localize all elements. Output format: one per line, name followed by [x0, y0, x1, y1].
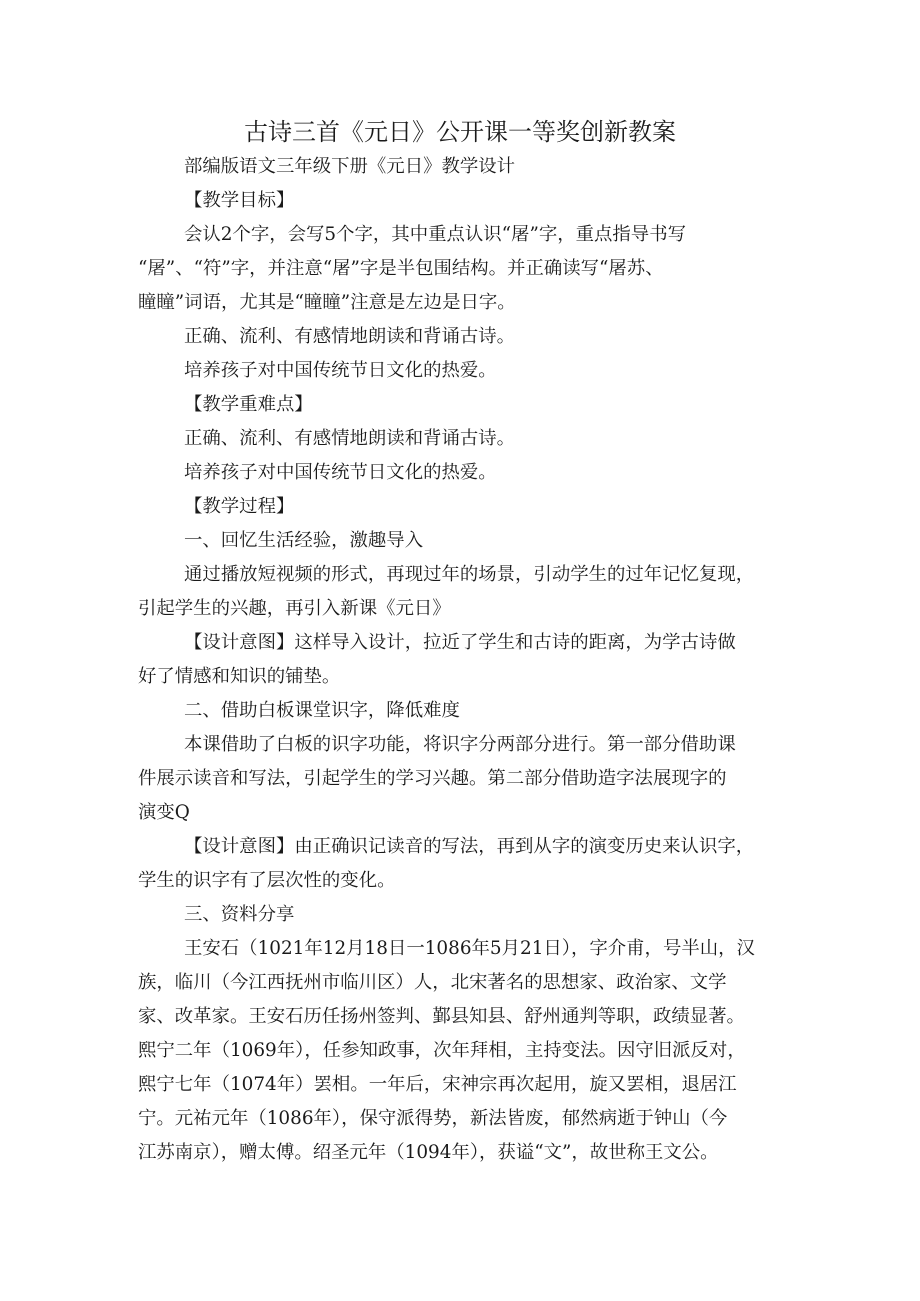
section-3-line: 王安石（1021年12月18日一1086年5月21日），字介甫，号半山，汉: [184, 938, 755, 959]
key-2-paragraph: [138, 456, 798, 490]
section-3-heading: [138, 898, 798, 932]
intent-2-paragraph: [138, 830, 798, 898]
process-heading-text: 【教学过程】: [184, 496, 295, 517]
section-3-line: 宁。元祐元年（1086年），保守派得势，新法皆废，郁然病逝于钟山（今: [138, 1108, 728, 1129]
goal-1-line: “屠”、“符”字，并注意“屠”字是半包围结构。并正确读写“屠苏、: [138, 258, 664, 279]
subtitle-line: 部编版语文三年级下册《元日》教学设计: [184, 156, 516, 177]
key-1-line: 正确、流利、有感情地朗读和背诵古诗。: [184, 428, 516, 449]
section-1-heading: [138, 524, 798, 558]
key-1-paragraph: [138, 422, 798, 456]
intent-1-line: 好了情感和知识的铺垫。: [138, 666, 341, 687]
key-2-line: 培养孩子对中国传统节日文化的热爱。: [184, 462, 497, 483]
section-2-line: 演变Q: [138, 802, 190, 823]
section-1-paragraph: [138, 558, 798, 626]
section-3-line: 江苏南京），赠太傅。绍圣元年（1094年），获谥“文”，故世称王文公。: [138, 1142, 719, 1163]
intent-1-line: 【设计意图】这样导入设计，拉近了学生和古诗的距离，为学古诗做: [184, 632, 736, 653]
section-3-line: 熙宁七年（1074年）罢相。一年后，宋神宗再次起用，旋又罢相，退居江: [138, 1074, 737, 1095]
section-2-line: 件展示读音和写法，引起学生的学习兴趣。第二部分借助造字法展现字的: [138, 768, 727, 789]
goal-3-paragraph: [138, 354, 798, 388]
intent-2-line: 学生的识字有了层次性的变化。: [138, 870, 396, 891]
section-3-heading-text: 三、资料分享: [184, 904, 295, 925]
section-2-line: 本课借助了白板的识字功能，将识字分两部分进行。第一部分借助课: [184, 734, 736, 755]
key-heading: [138, 388, 798, 422]
section-3-line: 家、改革家。王安石历任扬州签判、鄞县知县、舒州通判等职，政绩显著。: [138, 1006, 745, 1027]
goal-1-line: 瞳瞳”词语，尤其是“瞳瞳”注意是左边是日字。: [138, 292, 516, 313]
goal-2-paragraph: [138, 320, 798, 354]
section-1-line: 通过播放短视频的形式，再现过年的场景，引动学生的过年记忆复现，: [184, 564, 755, 585]
section-2-heading: [138, 694, 798, 728]
section-2-heading-text: 二、借助白板课堂识字，降低难度: [184, 700, 460, 721]
key-heading-text: 【教学重难点】: [184, 394, 313, 415]
section-3-line: 熙宁二年（1069年），任参知政事，次年拜相，主持变法。因守旧派反对，: [138, 1040, 746, 1061]
intent-2-line: 【设计意图】由正确识记读音的写法，再到从字的演变历史来认识字，: [184, 836, 755, 857]
intent-1-paragraph: [138, 626, 798, 694]
goals-heading: [138, 184, 798, 218]
document-subtitle: [138, 150, 798, 184]
goals-heading-text: 【教学目标】: [184, 190, 295, 211]
goal-1-line: 会认2个字，会写5个字，其中重点认识“屠”字，重点指导书写: [184, 224, 686, 245]
section-2-paragraph: [138, 728, 798, 830]
section-3-paragraph: [138, 932, 798, 1170]
goal-2-line: 正确、流利、有感情地朗读和背诵古诗。: [184, 326, 516, 347]
section-1-line: 引起学生的兴趣，再引入新课《元日》: [138, 598, 451, 619]
goal-1-paragraph: [138, 218, 798, 320]
section-1-heading-text: 一、回忆生活经验，激趣导入: [184, 530, 424, 551]
section-3-line: 族，临川（今江西抚州市临川区）人，北宋著名的思想家、政治家、文学: [138, 972, 727, 993]
document-title: 古诗三首《元日》公开课一等奖创新教案: [244, 118, 676, 146]
process-heading: [138, 490, 798, 524]
goal-3-line: 培养孩子对中国传统节日文化的热爱。: [184, 360, 497, 381]
